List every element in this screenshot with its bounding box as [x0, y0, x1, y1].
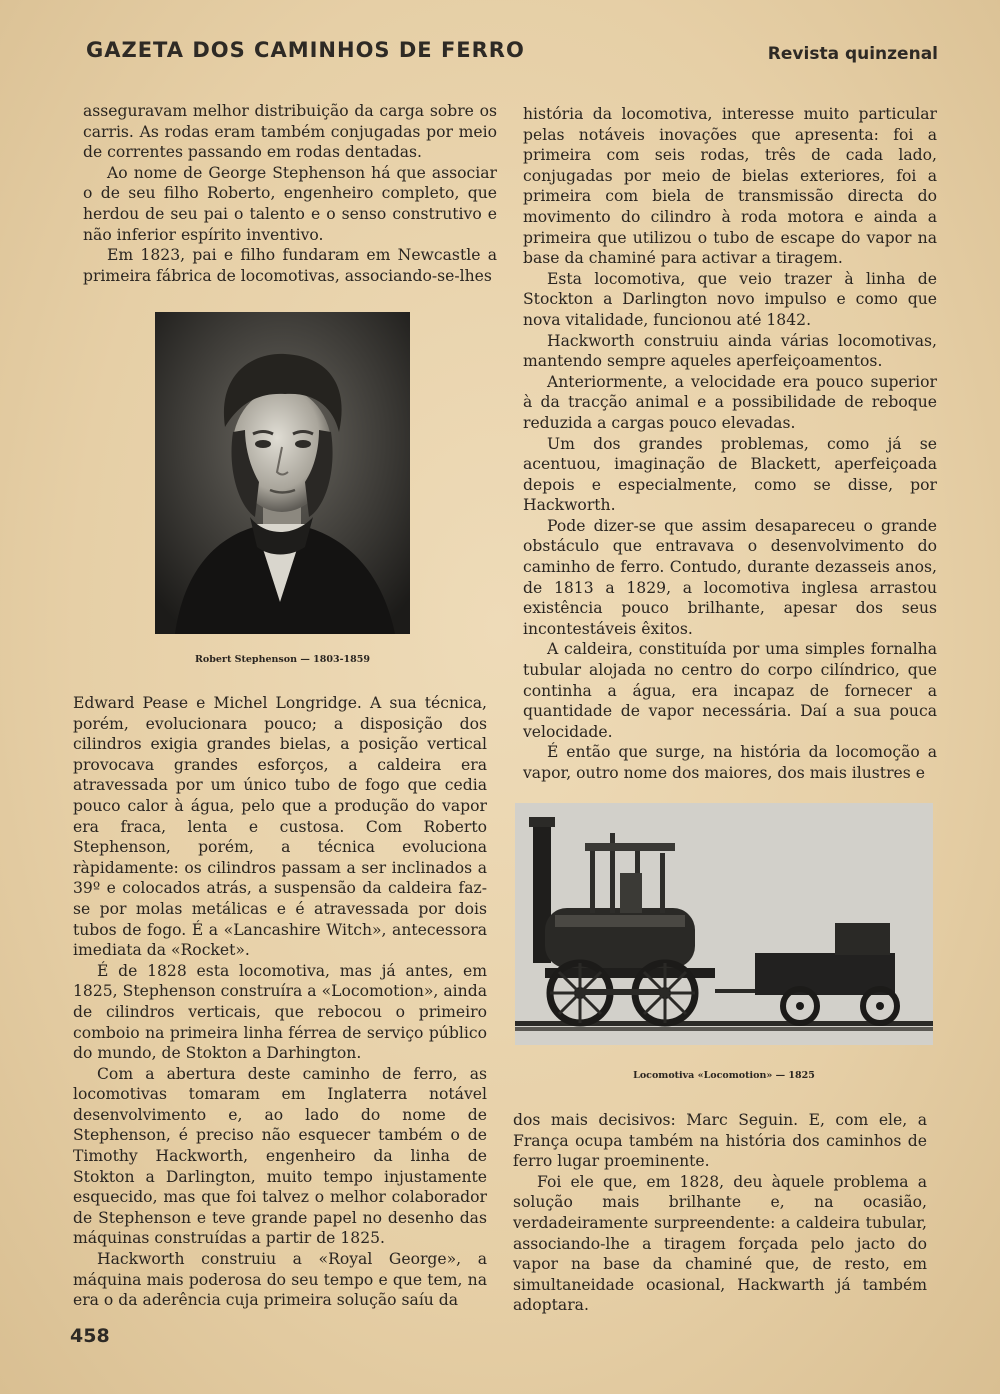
- paragraph: Hackworth construiu ainda várias locomotivas, mantendo sempre aqueles aperfeiçoamentos.: [523, 331, 937, 371]
- paragraph: A caldeira, constituída por uma simples fornalha tubular alojada no centro do corpo cilíndrico, que continha a água, era incapaz de fornecer a quantidade de vapor necessária. Daí a sua pouca velocidade.: [523, 640, 937, 741]
- column-left-top: [83, 101, 497, 286]
- paragraph: Com a abertura deste caminho de ferro, as locomotivas tomaram em Inglaterra notável desenvolvimento e, ao lado do nome de Stephenson, é preciso não esquecer também o de Timothy Hackworth, engenheiro da linha de Stokton a Darlington, muito tempo injustamente esquecido, mas que foi talvez o melhor colaborador de Stephenson e teve grande papel no desenho das máquinas construídas a partir de 1825.: [73, 1064, 487, 1248]
- paragraph: Foi ele que, em 1828, deu àquele problema a solução mais brilhante e, na ocasião, verdadeiramente surpreendente: a caldeira tubular, associando-lhe a tiragem forçada pelo jacto do vapor na base da chaminé que, de resto, em simultaneidade ocasional, Hackwarth já também adoptara.: [513, 1172, 927, 1315]
- paragraph: É então que surge, na história da locomoção a vapor, outro nome dos maiores, dos mais ilustres e: [523, 743, 937, 782]
- paragraph: Anteriormente, a velocidade era pouco superior à da tracção animal e a possibilidade de reboque reduzida a cargas pouco elevadas.: [523, 372, 937, 432]
- portrait-photo: [155, 312, 410, 634]
- column-right-bottom: [513, 1110, 927, 1316]
- column-left-bottom: [73, 693, 487, 1311]
- portrait-caption: Robert Stephenson — 1803-1859: [195, 654, 370, 665]
- paragraph: Em 1823, pai e filho fundaram em Newcastle a primeira fábrica de locomotivas, associando-se-lhes: [83, 246, 497, 285]
- paragraph: asseguravam melhor distribuição da carga sobre os carris. As rodas eram também conjugadas por meio de correntes passando em rodas dentadas.: [83, 102, 497, 162]
- paragraph: Pode dizer-se que assim desapareceu o grande obstáculo que entravava o desenvolvimento do caminho de ferro. Contudo, durante dezasseis anos, de 1813 a 1829, a locomotiva inglesa arrastou existência pouco brilhante, apesar dos seus incontestáveis êxitos.: [523, 516, 937, 638]
- journal-subtitle: Revista quinzenal: [767, 44, 938, 64]
- paragraph: Ao nome de George Stephenson há que associar o de seu filho Roberto, engenheiro completo, que herdou de seu pai o talento e o senso construtivo e não inferior espírito inventivo.: [83, 163, 497, 244]
- paragraph: história da locomotiva, interesse muito particular pelas notáveis inovações que apresenta: foi a primeira com seis rodas, três de cada lado, conjugadas por meio de bielas exteriores, foi a primeira com biela de transmissão directa do movimento do cilindro à roda motora e ainda a primeira que utilizou o tubo de escape do vapor na base da chaminé para activar a tiragem.: [523, 105, 937, 268]
- column-right-top: [523, 104, 937, 784]
- locomotive-caption: Locomotiva «Locomotion» — 1825: [633, 1070, 815, 1081]
- page-number: 458: [70, 1325, 110, 1347]
- journal-title: GAZETA DOS CAMINHOS DE FERRO: [86, 38, 525, 62]
- locomotive-photo: [515, 803, 933, 1045]
- paragraph: Edward Pease e Michel Longridge. A sua técnica, porém, evolucionara pouco; a disposição dos cilindros exigia grandes bielas, a posição vertical provocava grandes esforços, a caldeira era atravessada por um único tubo de fogo que cedia pouco calor à água, pelo que a produção do vapor era fraca, lenta e custosa. Com Roberto Stephenson, porém, a técnica evoluciona ràpidamente: os cilindros passam a ser inclinados a 39º e colocados atrás, a suspensão da caldeira faz-se por molas metálicas e é atravessada por dois tubos de fogo. É a «Lancashire Witch», antecessora imediata da «Rocket».: [73, 694, 487, 960]
- paragraph: Um dos grandes problemas, como já se acentuou, imaginação de Blackett, aperfeiçoada depois e especialmente, como se disse, por Hackworth.: [523, 434, 937, 515]
- paragraph: É de 1828 esta locomotiva, mas já antes, em 1825, Stephenson construíra a «Locomotion», ainda de cilindros verticais, que rebocou o primeiro comboio na primeira linha férrea de serviço público do mundo, de Stokton a Darhington.: [73, 961, 487, 1063]
- paragraph: Hackworth construiu a «Royal George», a máquina mais poderosa do seu tempo e que tem, na era o da aderência cuja primeira solução saíu da: [73, 1250, 487, 1310]
- paragraph: Esta locomotiva, que veio trazer à linha de Stockton a Darlington novo impulso e como que nova vitalidade, funcionou até 1842.: [523, 269, 937, 329]
- paragraph: dos mais decisivos: Marc Seguin. E, com ele, a França ocupa também na história dos caminhos de ferro lugar proeminente.: [513, 1111, 927, 1171]
